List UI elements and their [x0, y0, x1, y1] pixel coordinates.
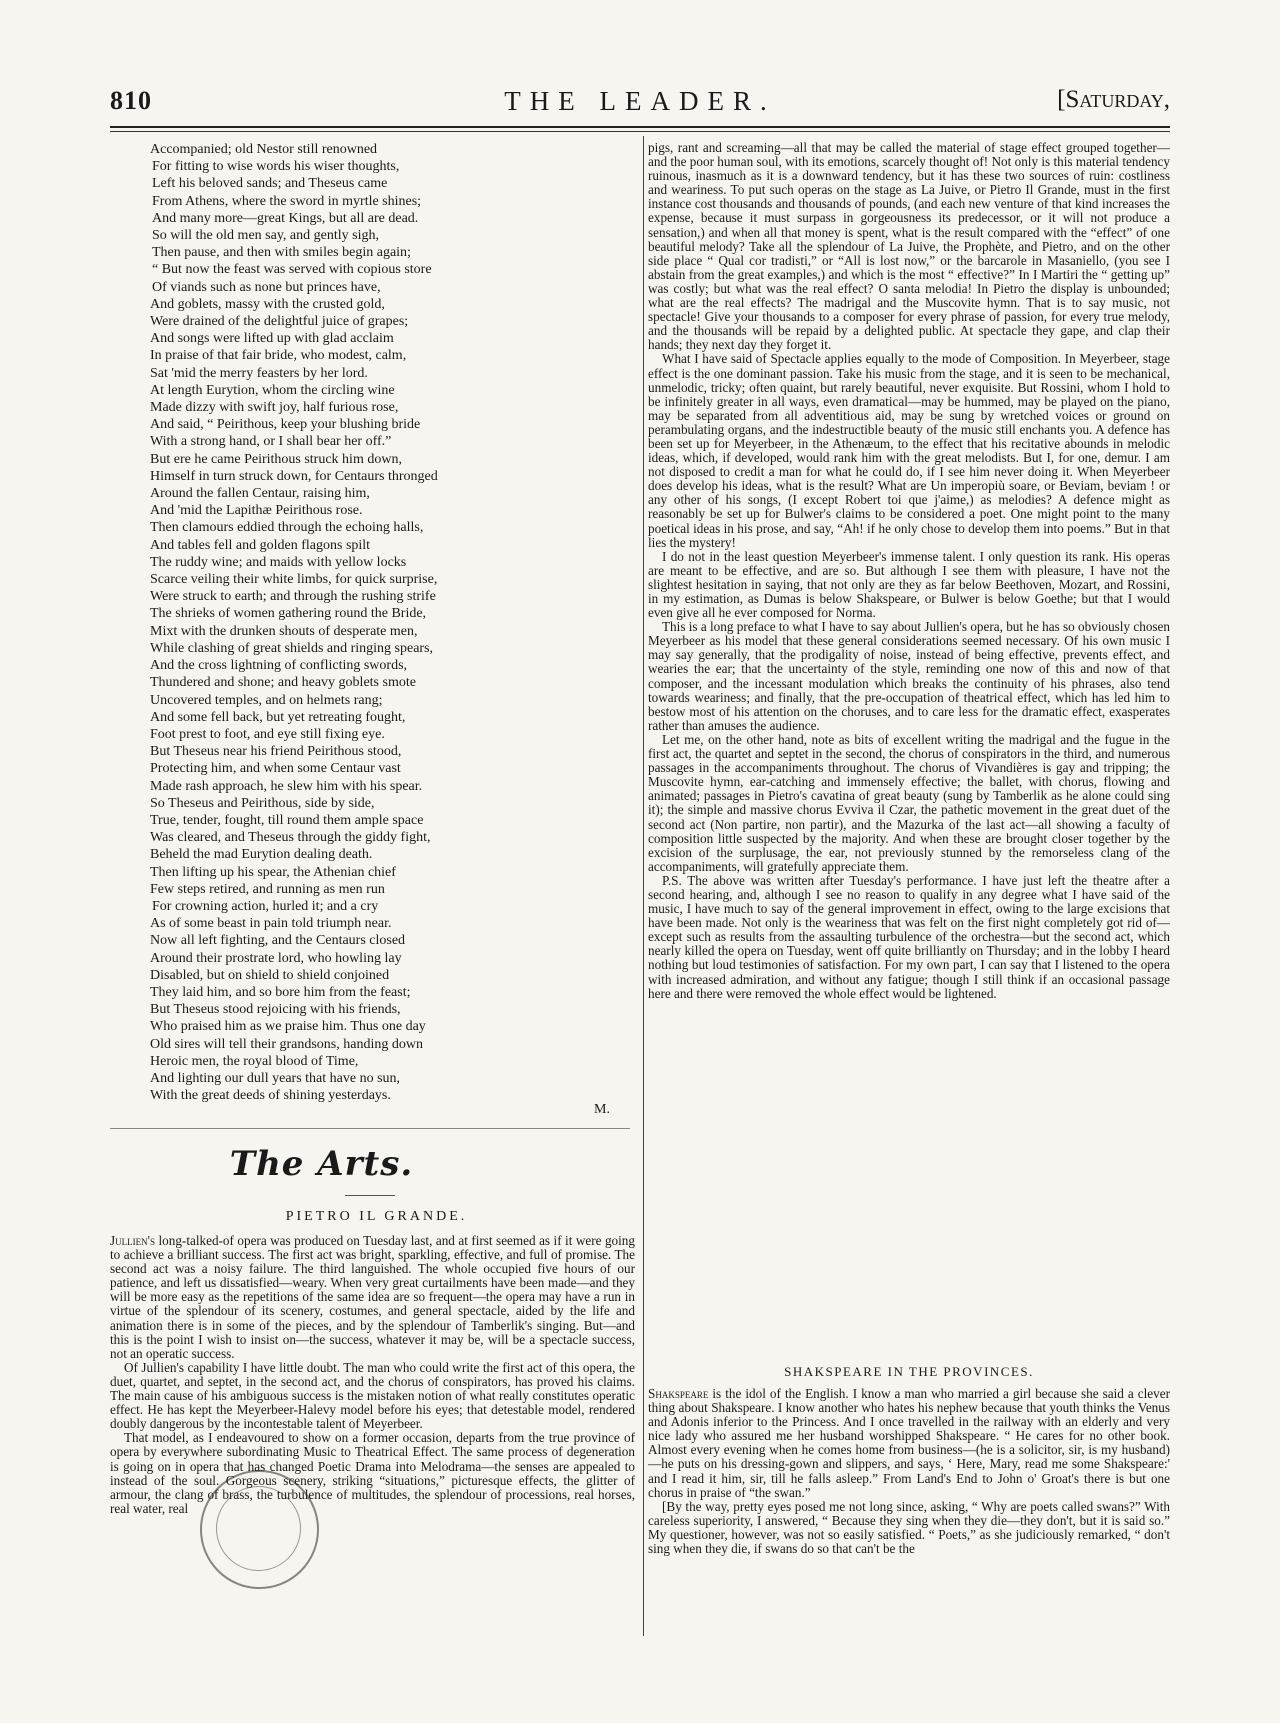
poem-line: So Theseus and Peirithous, side by side,: [150, 795, 375, 811]
poem-line: And said, “ Peirithous, keep your blushing bride: [150, 417, 421, 433]
poem-line: True, tender, fought, till round them ample space: [150, 812, 424, 828]
paragraph: Of Jullien's capability I have little doubt. The man who could write the first act of this opera, the duet, quartet, and septet, in the second act, and the chorus of conspirators, has proved his claims. The main cause of his ambiguous success is the mistaken notion of what really constitutes operatic effect. He has kept the Meyerbeer-Halevy model before his eyes; that detestable model, rendered doubly dangerous by the incontestable talent of Meyerbeer.: [110, 1359, 635, 1432]
poem-line: “ But now the feast was served with copious store: [152, 262, 432, 278]
poem-line: Scarce veiling their white limbs, for quick surprise,: [150, 572, 438, 588]
page-number: 810: [110, 86, 152, 115]
poem-line: Of viands such as none but princes have,: [152, 279, 381, 295]
poem-line: But ere he came Peirithous struck him down,: [150, 451, 402, 467]
poem-line: Heroic men, the royal blood of Time,: [150, 1053, 359, 1069]
newspaper-title: THE LEADER.: [504, 86, 776, 116]
paragraph: Let me, on the other hand, note as bits of excellent writing the madrigal and the fugue in the first act, the quartet and septet in the second, the chorus of conspirators in the third, and numerous passages in the accompaniments throughout. The chorus of Vivandières is gay and tripping; the Muscovite hymn, ear-catching and immensely effective; the ballet, with chorus, flowing and animated; passages in Pietro's cavatina of great beauty (sung by Tamberlik as he alone could sing it); the simple and massive chorus Evviva il Czar, the pathetic movement in the great duet of the second act (Non partire, non partir), and the Mazurka of the last act—all showing a faculty of composition little suspected by the majority. And when these are brought closer together by the excision of the surplusage, the ear, not previously stunned by the remorseless clang of the accompaniments, will gratefully appreciate them.: [648, 731, 1170, 874]
poem-line: Old sires will tell their grandsons, handing down: [150, 1036, 423, 1052]
poem-line: For fitting to wise words his wiser thoughts,: [152, 159, 400, 175]
paragraph: P.S. The above was written after Tuesday's performance. I have just left the theatre after a second hearing, and, although I see no reason to qualify in any degree what I have said of the music, I have much to say of the general improvement in effect, owing to the large excisions that have been made. Not only is the weariness that was felt on the first night completely got rid of—except such as results from the assaulting turbulence of the orchestra—but the second act, which nearly killed the opera on Tuesday, went off quite brilliantly on Thursday; and in the lobby I heard nothing but loud testimonies of satisfaction. For my own part, I can say that I listened to the opera with increased admiration, and without any fatigue; though I still think if an occasional passage here and there were removed the whole effect would be lightened.: [648, 872, 1170, 1001]
poem-line: The shrieks of women gathering round the Bride,: [150, 606, 427, 622]
lead-word: Shakspeare: [648, 1386, 709, 1401]
header-rule: [110, 126, 1170, 128]
poem: [150, 141, 610, 1104]
poem-line: Then lifting up his spear, the Athenian chief: [150, 864, 396, 880]
sub-article-title: SHAKSPEARE IN THE PROVINCES.: [784, 1364, 1034, 1379]
poem-line: Mixt with the drunken shouts of desperate men,: [150, 623, 418, 639]
column-divider: [643, 136, 644, 1636]
paragraph: Shakspeare is the idol of the English. I know a man who married a girl because she said a clever thing about Shakspeare. I know another who hates his nephew because that youth thinks the Venus and Adonis inferior to the Princess. And I once travelled in the railway with an elderly and very nice lady who assured me her husband worshipped Shakspeare. “ He cares for no other book. Almost every evening when he comes home from business—(he is a solicitor, sir, is my husband)—he puts on his dressing-gown and slippers, and says, ‘ Here, Mary, read me some Shakspeare:' and I read it him, sir, till he falls asleep.” From Land's End to John o' Groat's there is but one chorus in praise of “the swan.”: [648, 1386, 1170, 1500]
poem-line: Beheld the mad Eurytion dealing death.: [150, 847, 373, 863]
poem-line: Who praised him as we praise him. Thus one day: [150, 1019, 426, 1035]
poem-line: And goblets, massy with the crusted gold,: [150, 296, 385, 312]
poem-line: Uncovered temples, and on helmets rang;: [150, 692, 383, 708]
poem-line: Protecting him, and when some Centaur vast: [150, 761, 401, 777]
left-article: [110, 1234, 635, 1516]
header-rule-thin: [110, 131, 1170, 132]
poem-line: At length Eurytion, whom the circling wine: [150, 382, 395, 398]
paragraph: pigs, rant and screaming—all that may be called the material of stage effect grouped together—and the poor human soul, with its emotions, scarcely thought of! Not only is this material tendency ruinous, inasmuch as it is a downward tendency, but it has these two sources of ruin: costliness and weariness. To put such operas on the stage as La Juive, or Pietro Il Grande, must in the first instance cost thousands and thousands of pounds, (and each new venture of that kind increases the expense, because it must surpass in gorgeousness its predecessor, or it will not produce a sensation,) and when all that money is spent, what is the result compared with the “effect” of one beautiful melody? Take all the splendour of La Juive, the Prophète, and Pietro, and on the other side place “ Qual cor tradisti,” or “All is lost now,” or the barcarole in Masaniello, (you see I abstain from the great examples,) and which is the most “ effective?” In I Martiri the “ getting up” was costly; but what was the real effect? O santa melodia! In Pietro the display is unbounded; what are the real effects? The madrigal and the Muscovite hymn. That is to say music, not spectacle! Give your thousands to a composer for every phrase of passion, for every true melody, and the thousands will be repaid by a delighted public. At spectacle they gape, and clap their hands; they next day they forget it.: [648, 140, 1170, 353]
poem-line: And tables fell and golden flagons spilt: [150, 537, 371, 553]
paragraph: That model, as I endeavoured to show on a former occasion, departs from the true province of opera by everywhere subordinating Music to Theatrical Effect. The same process of degeneration is going on in opera that has changed Poetic Drama into Melodrama—the senses are appealed to instead of the soul. Gorgeous scenery, striking “situations,” picturesque effects, the glitter of armour, the clang of brass, the turbulence of multitudes, the splendour of processions, real horses, real water, real: [110, 1430, 635, 1516]
poem-signature: M.: [594, 1102, 610, 1117]
section-divider: [110, 1128, 630, 1129]
poem-line: But Theseus stood rejoicing with his friends,: [150, 1002, 401, 1018]
library-stamp: [200, 1470, 319, 1589]
article-title: PIETRO IL GRANDE.: [285, 1209, 468, 1224]
issue-day: [Saturday,: [1057, 86, 1170, 113]
poem-line: Made dizzy with swift joy, half furious rose,: [150, 400, 399, 416]
poem-line: Foot prest to foot, and eye still fixing eye.: [150, 726, 385, 742]
paragraph: Jullien's long-talked-of opera was produced on Tuesday last, and at first seemed as if it were going to achieve a brilliant success. The first act was bright, sparkling, effective, and full of promise. The second act was a noisy failure. The third languished. The whole occupied five hours of our patience, and left us dissatisfied—weary. When very great curtailments have been made—and they will be more easy as the repetitions of the same idea are so frequent—the opera may have a run in virtue of the splendour of its scenery, costumes, and general spectacle, aided by the life and animation there is in some of the pieces, and by the splendour of Tamberlik's singing. But—and this is the point I wish to insist on—the success, whatever it may be, will be a spectacle success, not an operatic success.: [110, 1233, 635, 1361]
paragraph: What I have said of Spectacle applies equally to the mode of Composition. In Meyerbeer, stage effect is the one dominant passion. Take his music from the stage, and it is seen to be mechanical, unmelodic, tricky; often quaint, but rarely beautiful, never exquisite. But Rossini, whom I hold to be infinitely greater in all ways, even dramatical—may be hummed, may be played on the piano, may be separated from all adventitious aid, may be sung by wretched voices or ground on perambulating organs, and the indestructible beauty of the music still enchants you. A defence has been set up for Meyerbeer, in the Athenæum, to the effect that his recitative abounds in melodic ideas, which, if developed, would rank him with the great melodists. But I, for one, demur. I am not disposed to credit a man for what he could do, if I see him never doing it. When Meyerbeer does develop his ideas, what is the result? What are Un imperopiù soare, or Beviam, beviam ! or any other of his songs, (I except Robert toi que j'aime,) as melodies? A defence might as reasonably be set up for Bulwer's claims to be considered a poet. One might point to the many poetical ideas in his prose, and say, “Ah! if he only chose to develop them into poems.” But in that lies the mystery!: [648, 351, 1170, 550]
poem-line: Thundered and shone; and heavy goblets smote: [150, 675, 416, 691]
poem-line: And some fell back, but yet retreating fought,: [150, 709, 406, 725]
poem-line: Were struck to earth; and through the rushing strife: [150, 589, 436, 605]
poem-line: For crowning action, hurled it; and a cry: [152, 898, 379, 914]
poem-line: Was cleared, and Theseus through the giddy fight,: [150, 830, 431, 846]
poem-line: Were drained of the delightful juice of grapes;: [150, 314, 409, 330]
poem-line: While clashing of great shields and ringing spears,: [150, 640, 434, 656]
poem-line: Disabled, but on shield to shield conjoined: [150, 967, 390, 983]
shakspeare-article: [648, 1387, 1170, 1556]
poem-line: From Athens, where the sword in myrtle shines;: [152, 193, 422, 209]
poem-line: Around the fallen Centaur, raising him,: [150, 486, 370, 502]
poem-line: Left his beloved sands; and Theseus came: [152, 176, 388, 192]
lead-word: Jullien's: [110, 1233, 156, 1248]
poem-line: Then clamours eddied through the echoing halls,: [150, 520, 424, 536]
heading-rule: [345, 1195, 395, 1196]
poem-line: But Theseus near his friend Peirithous stood,: [150, 744, 402, 760]
arts-heading: The Arts.: [229, 1144, 414, 1184]
poem-line: With a strong hand, or I shall bear her off.”: [150, 434, 392, 450]
poem-line: And the cross lightning of conflicting swords,: [150, 658, 408, 674]
poem-line: They laid him, and so bore him from the feast;: [150, 984, 411, 1000]
poem-line: Then pause, and then with smiles begin again;: [152, 245, 411, 261]
paragraph: This is a long preface to what I have to say about Jullien's opera, but he has so obviously chosen Meyerbeer as his model that these general considerations seemed necessary. Of his own music I may say generally, that the prodigality of noise, instead of being effective, prevents effect, and wearies the ear; that the uncertainty of the style, reminding one now of this and now of that composer, and the incessant modulation which breaks the continuity of his phrases, also tend towards weariness; and finally, that the pre-occupation of theatrical effect, which has led him to bestow most of his attention on the choruses, and to care less for the dramatic effect, exasperates rather than amuses the audience.: [648, 619, 1170, 733]
poem-line: Sat 'mid the merry feasters by her lord.: [150, 365, 368, 381]
masthead: [110, 86, 1170, 126]
poem-line: In praise of that fair bride, who modest, calm,: [150, 348, 407, 364]
poem-line: Around their prostrate lord, who howling lay: [150, 950, 402, 966]
poem-line: Himself in turn struck down, for Centaurs thronged: [150, 468, 438, 484]
paragraph: [By the way, pretty eyes posed me not long since, asking, “ Why are poets called swans?” With careless superiority, I answered, “ Because they sing when they die—they don't, but it is said so.” My questioner, however, was not so easily satisfied. “ Poets,” as she judiciously remarked, “ don't sing when they die, if swans do so that can't be the: [648, 1498, 1170, 1557]
poem-line: Now all left fighting, and the Centaurs closed: [150, 933, 406, 949]
poem-line: And songs were lifted up with glad acclaim: [150, 331, 394, 347]
paragraph: I do not in the least question Meyerbeer's immense talent. I only question its rank. His operas are meant to be effective, and are so. But although I see them with pleasure, I have not the slightest hesitation in saying, that not only are they as far below Beethoven, Mozart, and Rossini, in my estimation, as Dumas is below Shakspeare, or Bulwer is below Goethe; but that I would even give all he ever composed for Norma.: [648, 548, 1170, 621]
poem-line: Made rash approach, he slew him with his spear.: [150, 778, 423, 794]
poem-line: So will the old men say, and gently sigh,: [152, 228, 379, 244]
poem-line: Few steps retired, and running as men run: [150, 881, 385, 897]
poem-line: And 'mid the Lapithæ Peirithous rose.: [150, 503, 363, 519]
poem-line: And many more—great Kings, but all are dead.: [152, 210, 419, 226]
poem-line: With the great deeds of shining yesterdays.: [150, 1088, 391, 1104]
poem-line: And lighting our dull years that have no sun,: [150, 1070, 401, 1086]
poem-line: The ruddy wine; and maids with yellow locks: [150, 554, 407, 570]
poem-line: As of some beast in pain told triumph near.: [150, 916, 392, 932]
right-article: [648, 141, 1170, 1001]
poem-line: Accompanied; old Nestor still renowned: [150, 142, 378, 157]
